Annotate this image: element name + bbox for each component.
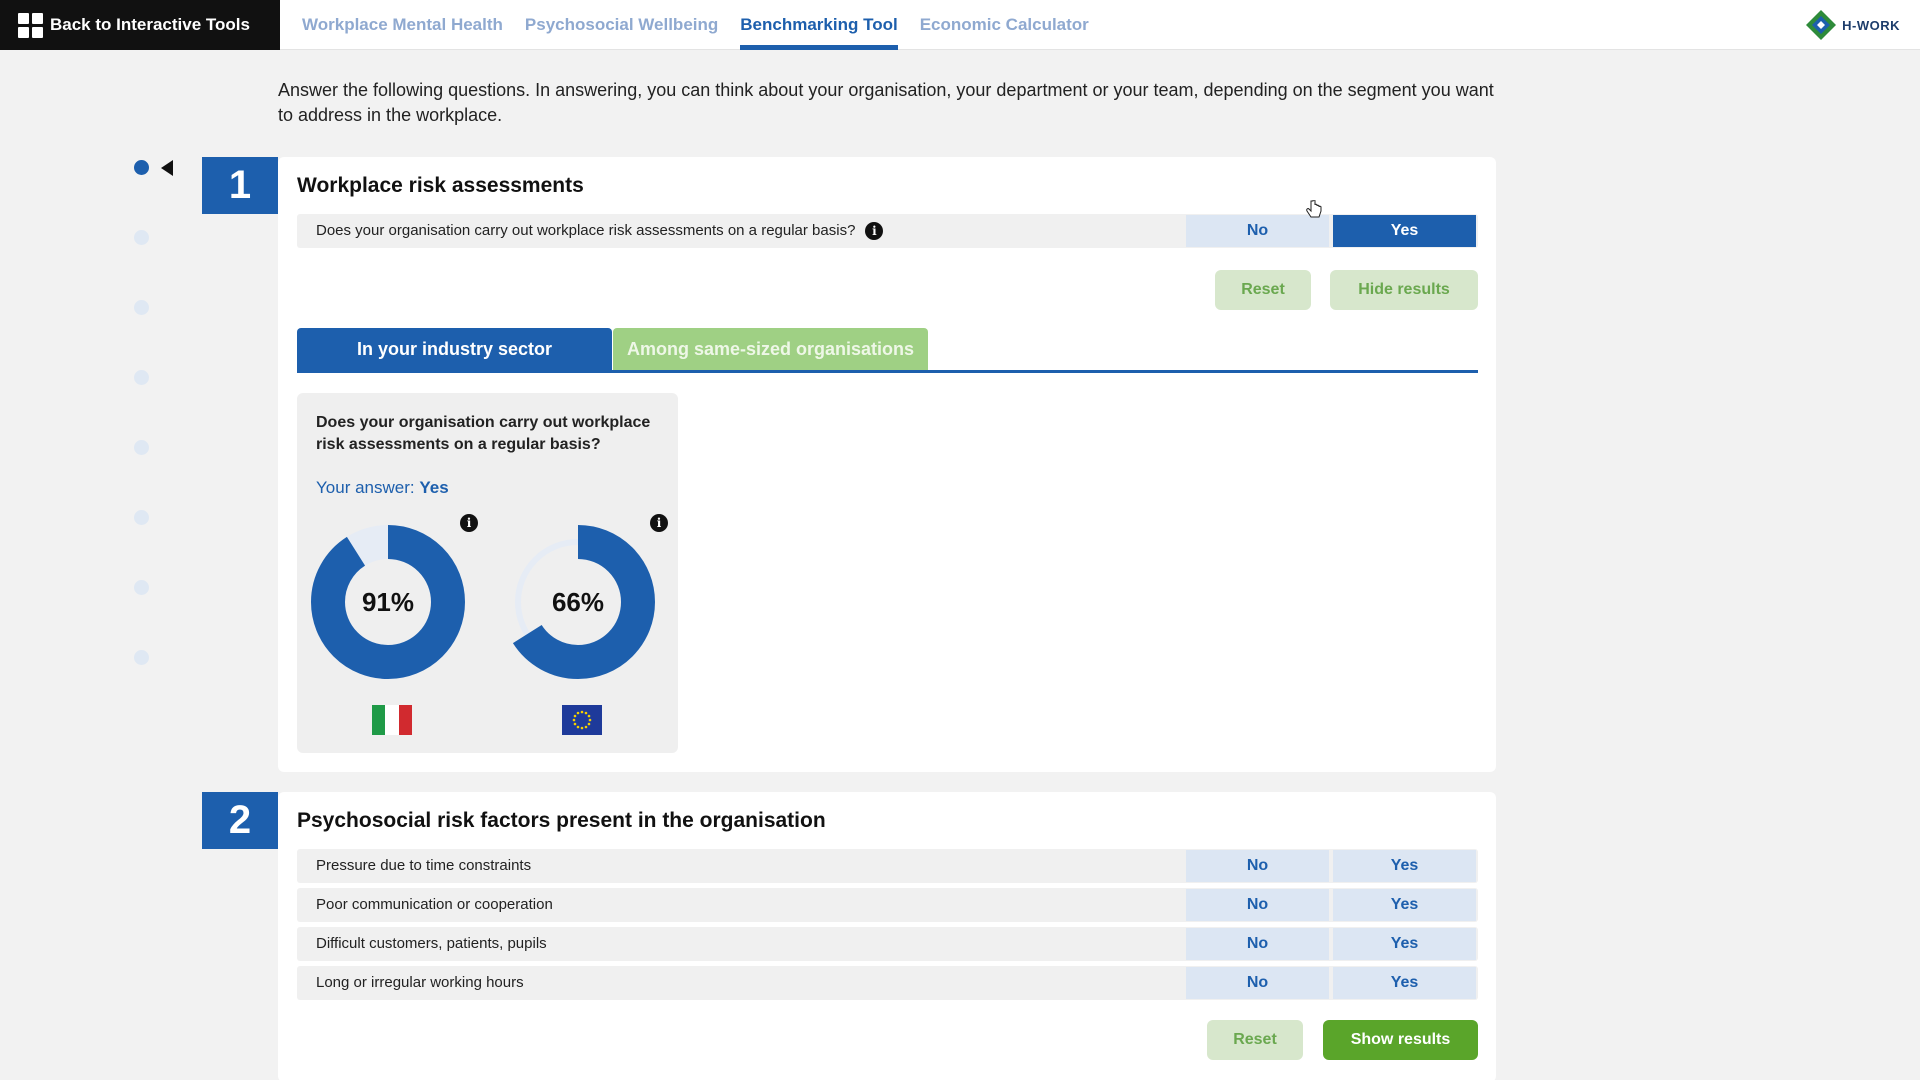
risk-factor-row — [297, 966, 1478, 1000]
yes-button[interactable]: Yes — [1333, 215, 1476, 247]
hand-cursor-icon — [1305, 200, 1323, 220]
nav-tabs — [302, 0, 1111, 50]
answer-prefix: Your answer: — [316, 478, 415, 497]
section-progress — [134, 160, 149, 720]
tab-workplace-mental-health[interactable]: Workplace Mental Health — [302, 15, 503, 34]
tab-psychosocial-wellbeing[interactable]: Psychosocial Wellbeing — [524, 15, 719, 34]
no-button[interactable]: No — [1186, 967, 1329, 999]
tab-benchmarking-tool[interactable]: Benchmarking Tool — [740, 0, 897, 50]
yes-button[interactable]: Yes — [1333, 967, 1476, 999]
grid-icon — [18, 13, 43, 38]
yes-button[interactable]: Yes — [1333, 850, 1476, 882]
progress-dot-5[interactable] — [134, 440, 149, 455]
donut-eu-value: 66% — [551, 587, 605, 617]
risk-factor-row — [297, 888, 1478, 922]
risk-factor-text: Pressure due to time constraints — [316, 857, 532, 874]
answer-value: Yes — [419, 478, 449, 497]
hide-results-button[interactable]: Hide results — [1330, 270, 1478, 310]
progress-dot-7[interactable] — [134, 580, 149, 595]
reset-button[interactable]: Reset — [1207, 1020, 1303, 1060]
risk-factor-text: Difficult customers, patients, pupils — [316, 935, 547, 952]
risk-factor-row — [297, 927, 1478, 961]
question-row — [297, 214, 1478, 248]
info-icon[interactable]: i — [650, 514, 668, 532]
italy-flag-icon — [372, 705, 412, 735]
yes-button[interactable]: Yes — [1333, 928, 1476, 960]
back-to-tools-button[interactable] — [0, 0, 280, 50]
question-text: Does your organisation carry out workplace risk assessments on a regular basis? — [316, 222, 856, 239]
progress-dot-8[interactable] — [134, 650, 149, 665]
top-nav — [0, 0, 1920, 50]
donut-country-value: 91% — [361, 587, 415, 617]
section-workplace-risk-assessments — [228, 157, 1496, 772]
eu-flag-icon — [562, 705, 602, 735]
risk-factor-text: Poor communication or cooperation — [316, 896, 553, 913]
info-icon[interactable]: i — [460, 514, 478, 532]
tab-industry-sector[interactable]: In your industry sector — [297, 328, 612, 370]
no-button[interactable]: No — [1186, 928, 1329, 960]
result-card — [297, 393, 678, 753]
progress-dot-2[interactable] — [134, 230, 149, 245]
progress-dot-1[interactable] — [134, 160, 149, 175]
no-button[interactable]: No — [1186, 215, 1329, 247]
risk-factor-row — [297, 849, 1478, 883]
donut-eu — [499, 523, 657, 681]
question-text-wrap — [316, 214, 883, 248]
section-title: Workplace risk assessments — [297, 174, 584, 197]
section-number: 2 — [202, 792, 278, 849]
progress-dot-4[interactable] — [134, 370, 149, 385]
logo-text: H-WORK — [1842, 17, 1900, 33]
tab-economic-calculator[interactable]: Economic Calculator — [919, 15, 1089, 34]
your-answer — [316, 478, 449, 498]
logo-icon — [1804, 8, 1838, 42]
tab-same-sized-organisations[interactable]: Among same-sized organisations — [613, 328, 928, 370]
h-work-logo[interactable] — [1804, 8, 1900, 42]
donut-country — [309, 523, 467, 681]
section-number: 1 — [202, 157, 278, 214]
results-tabs — [297, 328, 1478, 373]
progress-dot-6[interactable] — [134, 510, 149, 525]
back-button-label: Back to Interactive Tools — [50, 15, 250, 34]
current-section-arrow-icon — [161, 160, 173, 176]
section-psychosocial-risk-factors — [228, 792, 1496, 1080]
show-results-button[interactable]: Show results — [1323, 1020, 1478, 1060]
intro-text: Answer the following questions. In answering, you can think about your organisation, your department or your team, depending on the segment you want to address in the workplace. — [278, 80, 1494, 125]
no-button[interactable]: No — [1186, 889, 1329, 921]
progress-dot-3[interactable] — [134, 300, 149, 315]
no-button[interactable]: No — [1186, 850, 1329, 882]
yes-button[interactable]: Yes — [1333, 889, 1476, 921]
section-title: Psychosocial risk factors present in the organisation — [297, 809, 826, 832]
info-icon[interactable]: i — [865, 222, 883, 240]
risk-factor-text: Long or irregular working hours — [316, 974, 524, 991]
card-question: Does your organisation carry out workplace risk assessments on a regular basis? — [316, 414, 651, 453]
reset-button[interactable]: Reset — [1215, 270, 1311, 310]
